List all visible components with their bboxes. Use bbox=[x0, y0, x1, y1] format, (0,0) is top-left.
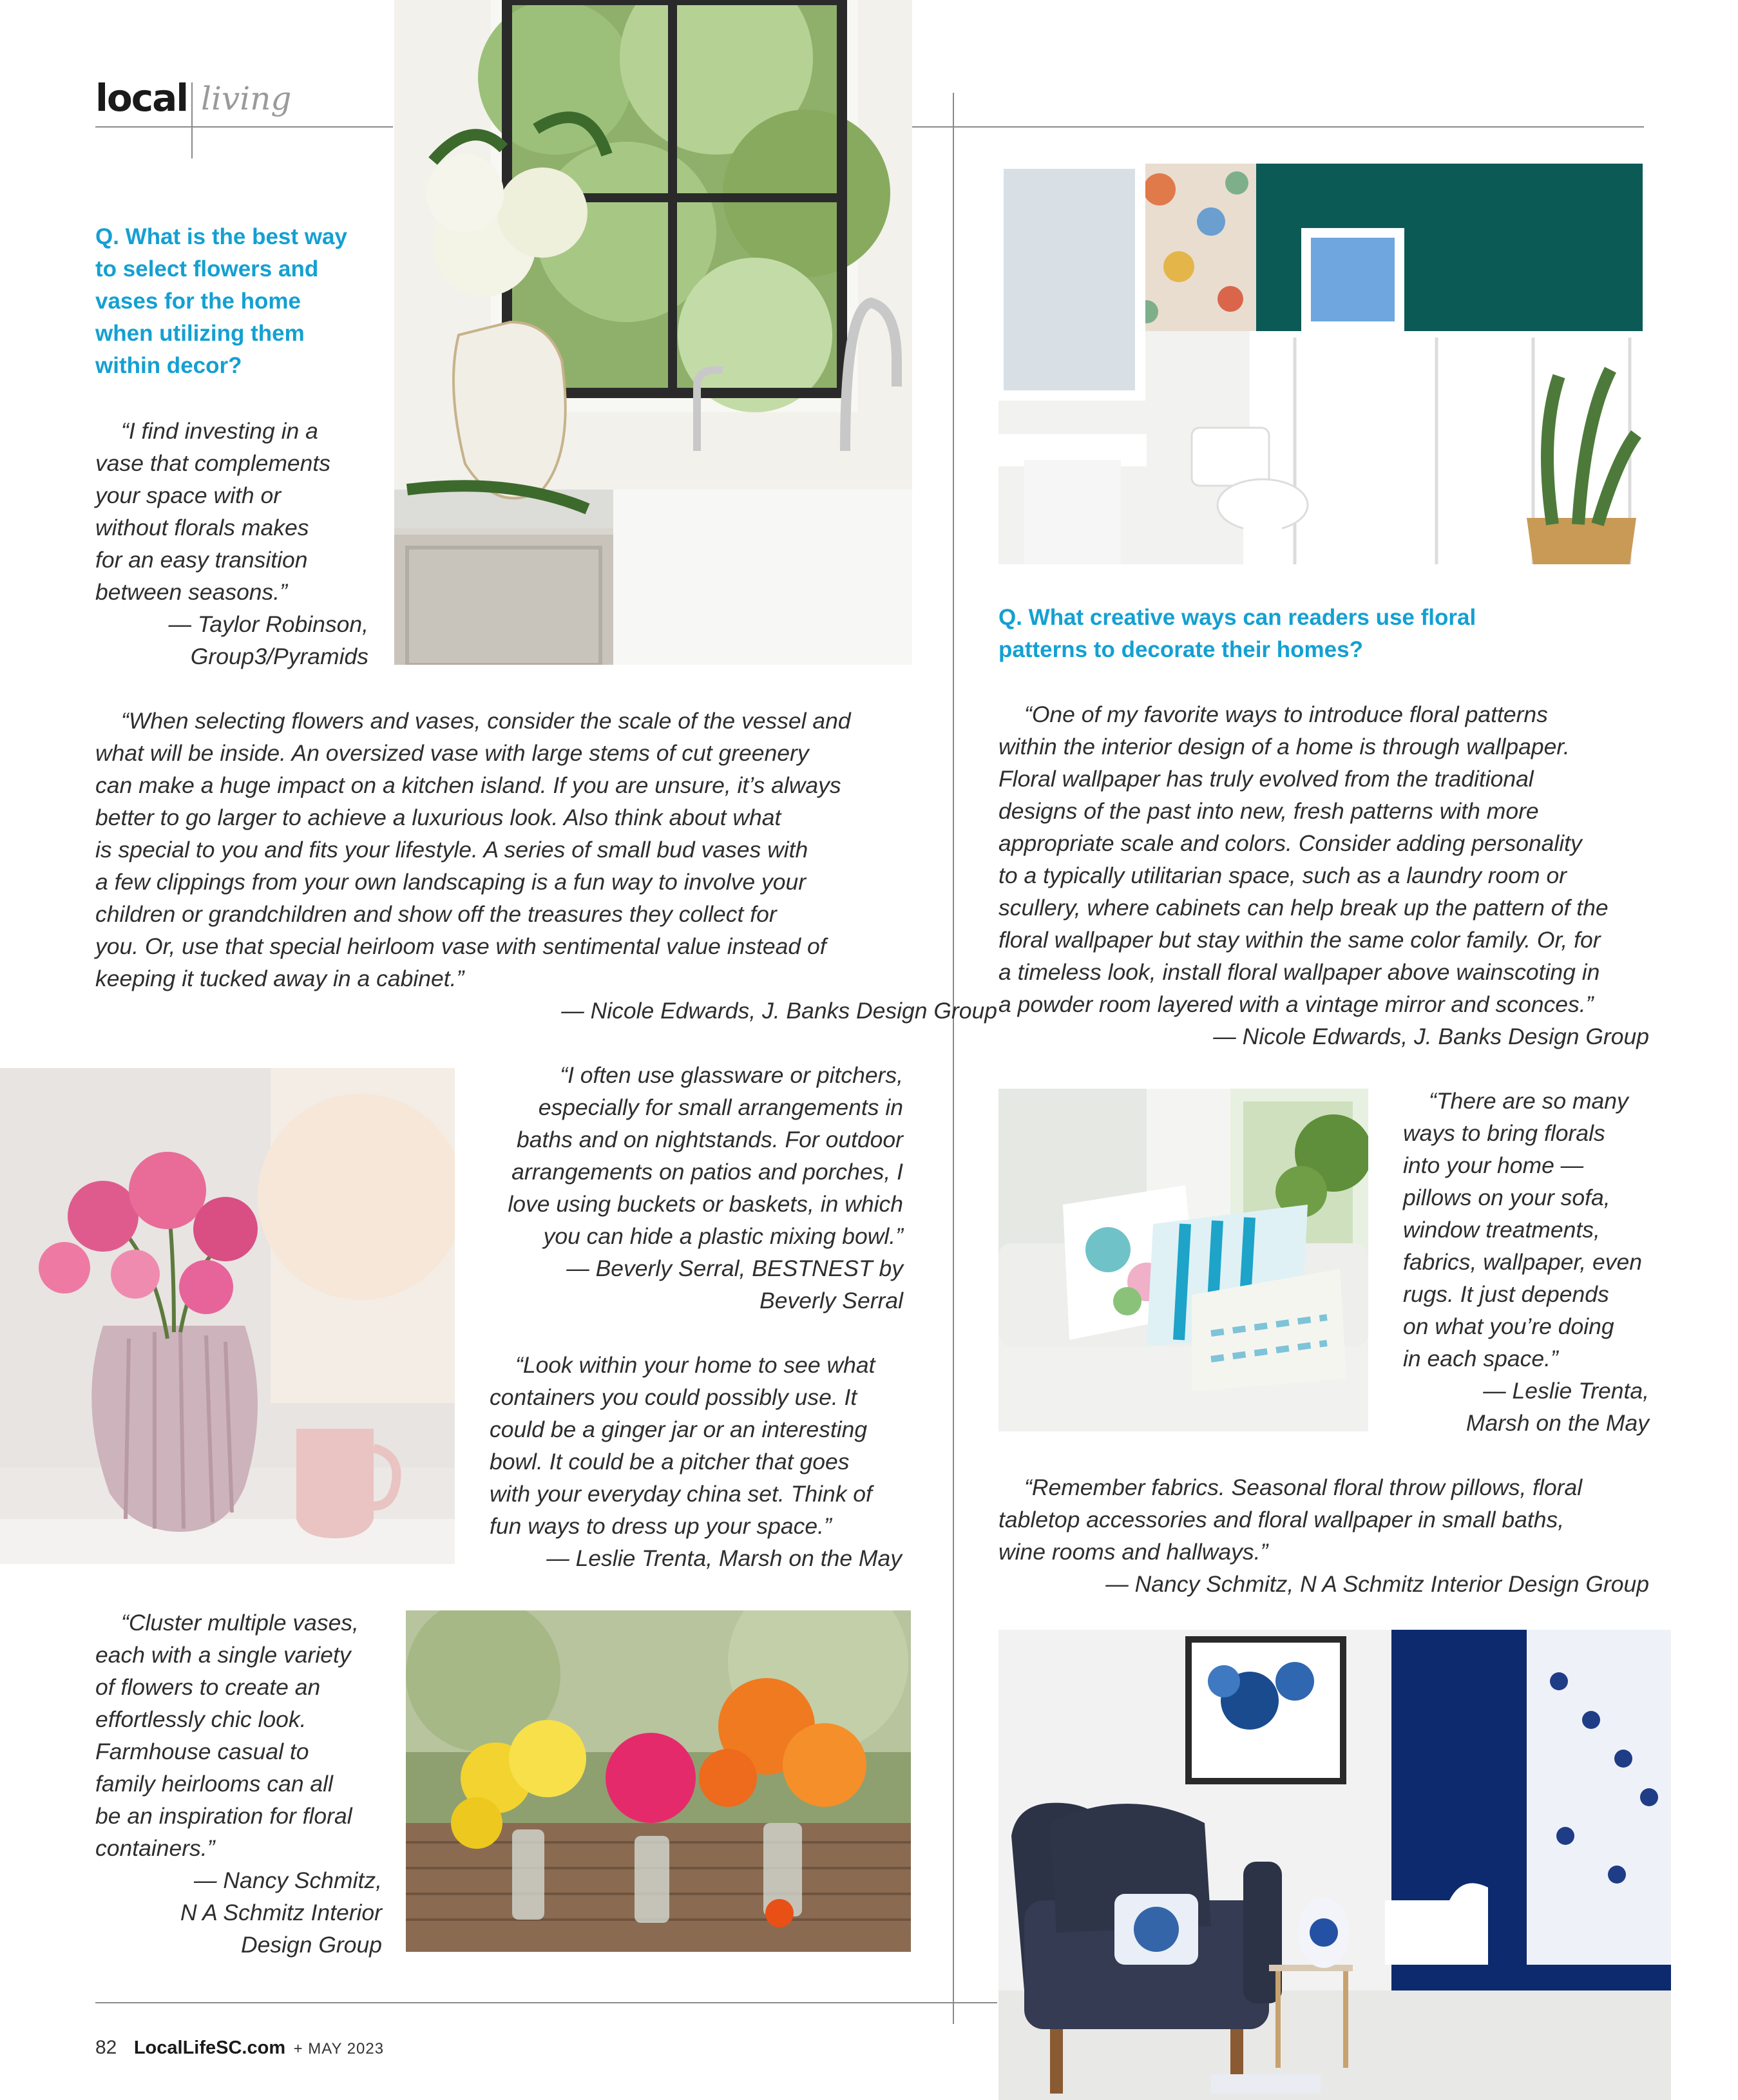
attribution: — Leslie Trenta, bbox=[1483, 1378, 1649, 1404]
quote-line: “There are so many bbox=[1429, 1088, 1628, 1114]
quote-line: ways to bring florals bbox=[1403, 1120, 1605, 1146]
quote-line: designs of the past into new, fresh patterns with more bbox=[998, 798, 1539, 824]
quote-beverly-serral bbox=[459, 1059, 903, 1317]
quote-line: “Remember fabrics. Seasonal floral throw pillows, floral bbox=[1024, 1475, 1583, 1500]
quote-line: “Cluster multiple vases, bbox=[121, 1610, 359, 1636]
quote-line: a powder room layered with a vintage mirror and sconces.” bbox=[998, 991, 1594, 1017]
attribution: — Nancy Schmitz, N A Schmitz Interior Design Group bbox=[1105, 1571, 1649, 1597]
page-number: 82 bbox=[95, 2037, 117, 2058]
kitchen-sink-photo bbox=[394, 0, 912, 665]
quote-line: without florals makes bbox=[95, 515, 309, 540]
attribution: — Taylor Robinson, bbox=[168, 611, 368, 637]
quote-nicole-edwards-left bbox=[95, 705, 997, 1024]
quote-line: be an inspiration for floral bbox=[95, 1803, 352, 1829]
attribution: N A Schmitz Interior bbox=[180, 1900, 382, 1925]
quote-line: pillows on your sofa, bbox=[1403, 1185, 1610, 1210]
question-line: Q. What is the best way bbox=[95, 224, 347, 249]
quote-line: fabrics, wallpaper, even bbox=[1403, 1249, 1642, 1275]
attribution: — Beverly Serral, BESTNEST by bbox=[566, 1255, 903, 1281]
attribution: — Nancy Schmitz, bbox=[194, 1867, 382, 1893]
quote-line: rugs. It just depends bbox=[1403, 1281, 1609, 1307]
quote-line: to a typically utilitarian space, such as a laundry room or bbox=[998, 863, 1567, 888]
quote-line: into your home — bbox=[1403, 1152, 1584, 1178]
quote-line: a timeless look, install floral wallpaper above wainscoting in bbox=[998, 959, 1600, 985]
quote-line: “One of my favorite ways to introduce floral patterns bbox=[1024, 702, 1548, 727]
quote-line: “I often use glassware or pitchers, bbox=[560, 1062, 903, 1088]
attribution: Marsh on the May bbox=[1466, 1410, 1649, 1436]
quote-line: a few clippings from your own landscaping is a fun way to involve your bbox=[95, 869, 807, 895]
quote-nancy-schmitz-right bbox=[998, 1471, 1649, 1600]
quote-line: wine rooms and hallways.” bbox=[998, 1539, 1268, 1565]
column-divider bbox=[953, 93, 954, 2024]
footer-rule bbox=[95, 2002, 997, 2003]
quote-taylor-robinson bbox=[95, 415, 392, 673]
pink-flowers-vase-photo bbox=[0, 1068, 455, 1564]
quote-line: bowl. It could be a pitcher that goes bbox=[490, 1449, 850, 1475]
quote-line: Floral wallpaper has truly evolved from the traditional bbox=[998, 766, 1534, 792]
quote-line: arrangements on patios and porches, I bbox=[511, 1159, 903, 1185]
right-question bbox=[998, 602, 1643, 666]
left-question bbox=[95, 221, 392, 382]
header-rule-right bbox=[910, 126, 1644, 128]
quote-line: love using buckets or baskets, in which bbox=[508, 1191, 903, 1217]
bud-vases-photo bbox=[406, 1610, 911, 1952]
header-rule-left bbox=[95, 126, 393, 128]
quote-line: floral wallpaper but stay within the same color family. Or, for bbox=[998, 927, 1601, 953]
question-line: when utilizing them bbox=[95, 321, 305, 346]
quote-line: what will be inside. An oversized vase with large stems of cut greenery bbox=[95, 740, 809, 766]
brand-logo-living: living bbox=[201, 80, 292, 117]
floral-pillows-sofa-photo bbox=[998, 1089, 1368, 1431]
quote-line: can make a huge impact on a kitchen island. If you are unsure, it’s always bbox=[95, 772, 841, 798]
question-line: to select flowers and bbox=[95, 256, 319, 282]
attribution: — Nicole Edwards, J. Banks Design Group bbox=[561, 998, 997, 1024]
quote-line: baths and on nightstands. For outdoor bbox=[517, 1127, 903, 1152]
quote-line: effortlessly chic look. bbox=[95, 1706, 307, 1732]
attribution: Beverly Serral bbox=[759, 1288, 903, 1313]
quote-line: “Look within your home to see what bbox=[515, 1352, 875, 1378]
quote-line: window treatments, bbox=[1403, 1217, 1600, 1243]
quote-line: containers.” bbox=[95, 1835, 215, 1861]
powder-room-photo bbox=[998, 164, 1643, 564]
quote-line: better to go larger to achieve a luxurious look. Also think about what bbox=[95, 805, 781, 830]
footer-site: LocalLifeSC.com bbox=[133, 2038, 286, 2058]
footer bbox=[95, 2037, 384, 2059]
quote-line: vase that complements bbox=[95, 450, 331, 476]
quote-line: scullery, where cabinets can help break up the pattern of the bbox=[998, 895, 1609, 921]
quote-nicole-edwards-right bbox=[998, 698, 1649, 1053]
quote-line: appropriate scale and colors. Consider adding personality bbox=[998, 830, 1582, 856]
quote-line: in each space.” bbox=[1403, 1346, 1558, 1371]
quote-line: you. Or, use that special heirloom vase with sentimental value instead of bbox=[95, 933, 826, 959]
quote-line: keeping it tucked away in a cabinet.” bbox=[95, 966, 464, 991]
quote-line: “I find investing in a bbox=[121, 418, 318, 444]
quote-line: could be a ginger jar or an interesting bbox=[490, 1417, 868, 1442]
quote-line: your space with or bbox=[95, 482, 282, 508]
attribution: Group3/Pyramids bbox=[190, 644, 368, 669]
brand-logo-local: local bbox=[95, 76, 188, 120]
question-line: within decor? bbox=[95, 353, 242, 378]
attribution: Design Group bbox=[240, 1932, 382, 1958]
quote-line: on what you’re doing bbox=[1403, 1313, 1614, 1339]
quote-line: within the interior design of a home is through wallpaper. bbox=[998, 734, 1570, 759]
quote-leslie-trenta-left bbox=[490, 1349, 902, 1574]
quote-line: with your everyday china set. Think of bbox=[490, 1481, 872, 1507]
quote-nancy-schmitz-left bbox=[95, 1607, 382, 1961]
quote-line: you can hide a plastic mixing bowl.” bbox=[543, 1223, 903, 1249]
quote-line: of flowers to create an bbox=[95, 1674, 321, 1700]
quote-line: for an easy transition bbox=[95, 547, 308, 573]
attribution: — Nicole Edwards, J. Banks Design Group bbox=[1213, 1024, 1649, 1049]
quote-line: between seasons.” bbox=[95, 579, 287, 605]
quote-line: family heirlooms can all bbox=[95, 1771, 333, 1797]
quote-line: children or grandchildren and show off the treasures they collect for bbox=[95, 901, 777, 927]
question-line: Q. What creative ways can readers use floral bbox=[998, 605, 1476, 630]
quote-line: “When selecting flowers and vases, consider the scale of the vessel and bbox=[121, 708, 851, 734]
logo-divider bbox=[191, 82, 193, 158]
quote-line: tabletop accessories and floral wallpaper in small baths, bbox=[998, 1507, 1565, 1532]
question-line: vases for the home bbox=[95, 289, 301, 314]
quote-leslie-trenta-right bbox=[1403, 1085, 1649, 1439]
question-line: patterns to decorate their homes? bbox=[998, 637, 1363, 662]
quote-line: especially for small arrangements in bbox=[538, 1094, 903, 1120]
quote-line: Farmhouse casual to bbox=[95, 1739, 309, 1764]
living-room-armchair-photo bbox=[998, 1630, 1671, 2100]
attribution: — Leslie Trenta, Marsh on the May bbox=[546, 1545, 902, 1571]
quote-line: each with a single variety bbox=[95, 1642, 351, 1668]
quote-line: containers you could possibly use. It bbox=[490, 1384, 857, 1410]
quote-line: fun ways to dress up your space.” bbox=[490, 1513, 832, 1539]
footer-issue-date: + MAY 2023 bbox=[293, 2040, 385, 2057]
quote-line: is special to you and fits your lifestyle. A series of small bud vases with bbox=[95, 837, 808, 863]
